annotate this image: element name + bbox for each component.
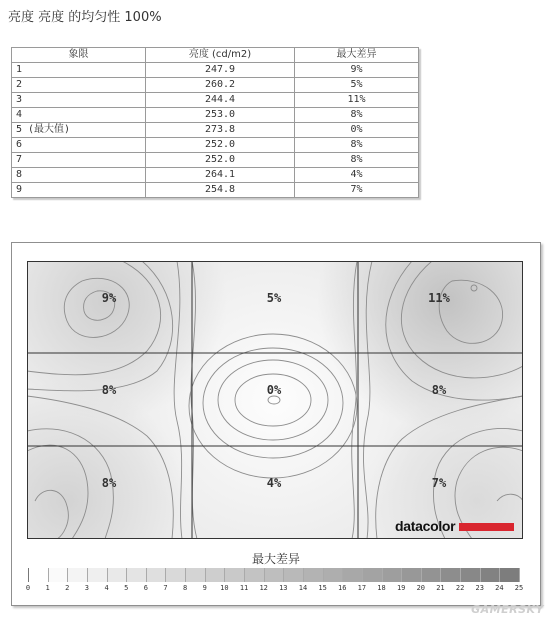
table-row — [12, 138, 419, 153]
scale-segment — [245, 568, 265, 582]
quadrant-cell: 7 — [12, 153, 146, 168]
scale-segment — [402, 568, 422, 582]
scale-segment — [88, 568, 108, 582]
scale-tick-label: 2 — [65, 584, 70, 592]
scale-tick-label: 18 — [377, 584, 386, 592]
scale-tick-label: 24 — [495, 584, 504, 592]
column-header-luminance: 亮度 (cd/m2) — [146, 48, 295, 63]
scale-tick-label: 10 — [220, 584, 229, 592]
scale-tick-label: 17 — [357, 584, 367, 592]
max-difference-cell: 0% — [295, 123, 419, 138]
scale-segment — [284, 568, 304, 582]
scale-segment — [206, 568, 226, 582]
scale-segment — [343, 568, 363, 582]
scale-tick-label: 22 — [455, 584, 465, 592]
scale-segment — [461, 568, 481, 582]
scale-segment — [422, 568, 442, 582]
scale-tick-label: 12 — [259, 584, 268, 592]
quadrant-1-value: 9% — [101, 291, 117, 305]
scale-segment — [363, 568, 383, 582]
quadrant-cell: 1 — [12, 63, 146, 78]
scale-segment — [29, 568, 49, 582]
scale-tick-label: 13 — [279, 584, 288, 592]
scale-segment — [265, 568, 285, 582]
max-difference-cell: 4% — [295, 168, 419, 183]
scale-segment — [441, 568, 461, 582]
table-row — [12, 123, 419, 138]
luminance-cell: 252.0 — [146, 153, 295, 168]
column-header-quadrant: 象限 — [12, 48, 146, 63]
quadrant-cell: 9 — [12, 183, 146, 198]
scale-tick-label: 20 — [416, 584, 426, 592]
quadrant-8-value: 4% — [266, 476, 282, 490]
table-row — [12, 93, 419, 108]
scale-tick-label: 15 — [318, 584, 327, 592]
scale-tick-label: 9 — [202, 584, 207, 592]
quadrant-2-value: 5% — [266, 291, 282, 305]
scale-tick-label: 25 — [514, 584, 524, 592]
table-row — [12, 153, 419, 168]
max-difference-cell: 8% — [295, 108, 419, 123]
scale-tick-label: 3 — [84, 584, 90, 592]
page-title: 亮度 亮度 的均匀性 100% — [8, 10, 162, 25]
scale-segment — [166, 568, 186, 582]
max-difference-cell: 9% — [295, 63, 419, 78]
scale-segment — [186, 568, 206, 582]
quadrant-3-value: 11% — [428, 291, 450, 305]
watermark: GAMERSKY — [471, 603, 544, 616]
table-row — [12, 63, 419, 78]
scale-segment — [49, 568, 69, 582]
luminance-cell: 244.4 — [146, 93, 295, 108]
quadrant-9-value: 7% — [431, 476, 447, 490]
scale-segment — [225, 568, 245, 582]
datacolor-logo-bar — [459, 523, 514, 531]
scale-tick-label: 19 — [396, 584, 406, 592]
max-difference-cell: 7% — [295, 183, 419, 198]
scale-segment — [127, 568, 147, 582]
quadrant-cell: 5 (最大值) — [12, 123, 146, 138]
scale-tick-label: 11 — [239, 584, 249, 592]
table-row — [12, 78, 419, 93]
max-difference-cell: 5% — [295, 78, 419, 93]
scale-segment — [68, 568, 88, 582]
quadrant-cell: 8 — [12, 168, 146, 183]
scale-segment — [481, 568, 501, 582]
scale-tick-label: 23 — [475, 584, 484, 592]
quadrant-cell: 4 — [12, 108, 146, 123]
scale-tick-label: 0 — [25, 584, 31, 592]
table-row — [12, 108, 419, 123]
max-difference-cell: 11% — [295, 93, 419, 108]
luminance-cell: 273.8 — [146, 123, 295, 138]
scale-tick-label: 5 — [124, 584, 129, 592]
quadrant-7-value: 8% — [101, 476, 117, 490]
table-header-row — [12, 48, 419, 63]
scale-tick-label: 14 — [298, 584, 308, 592]
scale-tick-label: 16 — [338, 584, 347, 592]
scale-tick-label: 6 — [143, 584, 148, 592]
luminance-cell: 247.9 — [146, 63, 295, 78]
difference-scale-bar — [28, 568, 520, 582]
scale-segment — [147, 568, 167, 582]
table-row — [12, 183, 419, 198]
quadrant-cell: 6 — [12, 138, 146, 153]
quadrant-6-value: 8% — [431, 383, 447, 397]
datacolor-logo: datacolor — [395, 518, 456, 534]
luminance-cell: 260.2 — [146, 78, 295, 93]
luminance-cell: 254.8 — [146, 183, 295, 198]
quadrant-5-value: 0% — [266, 383, 282, 397]
scale-segment — [500, 568, 520, 582]
scale-segment — [108, 568, 128, 582]
quadrant-cell: 3 — [12, 93, 146, 108]
difference-scale-labels — [25, 584, 524, 596]
legend-title: 最大差异 — [251, 552, 300, 566]
table-row — [12, 168, 419, 183]
column-header-max-difference: 最大差异 — [295, 48, 419, 63]
scale-tick-label: 1 — [45, 584, 50, 592]
luminance-cell: 264.1 — [146, 168, 295, 183]
scale-segment — [304, 568, 324, 582]
luminance-cell: 253.0 — [146, 108, 295, 123]
scale-tick-label: 8 — [183, 584, 188, 592]
scale-tick-label: 4 — [104, 584, 109, 592]
scale-tick-label: 7 — [163, 584, 168, 592]
uniformity-map-panel — [11, 242, 541, 606]
max-difference-cell: 8% — [295, 138, 419, 153]
quadrant-4-value: 8% — [101, 383, 117, 397]
uniformity-table — [11, 47, 419, 198]
quadrant-cell: 2 — [12, 78, 146, 93]
max-difference-cell: 8% — [295, 153, 419, 168]
luminance-cell: 252.0 — [146, 138, 295, 153]
scale-segment — [383, 568, 403, 582]
scale-segment — [324, 568, 344, 582]
scale-tick-label: 21 — [436, 584, 445, 592]
